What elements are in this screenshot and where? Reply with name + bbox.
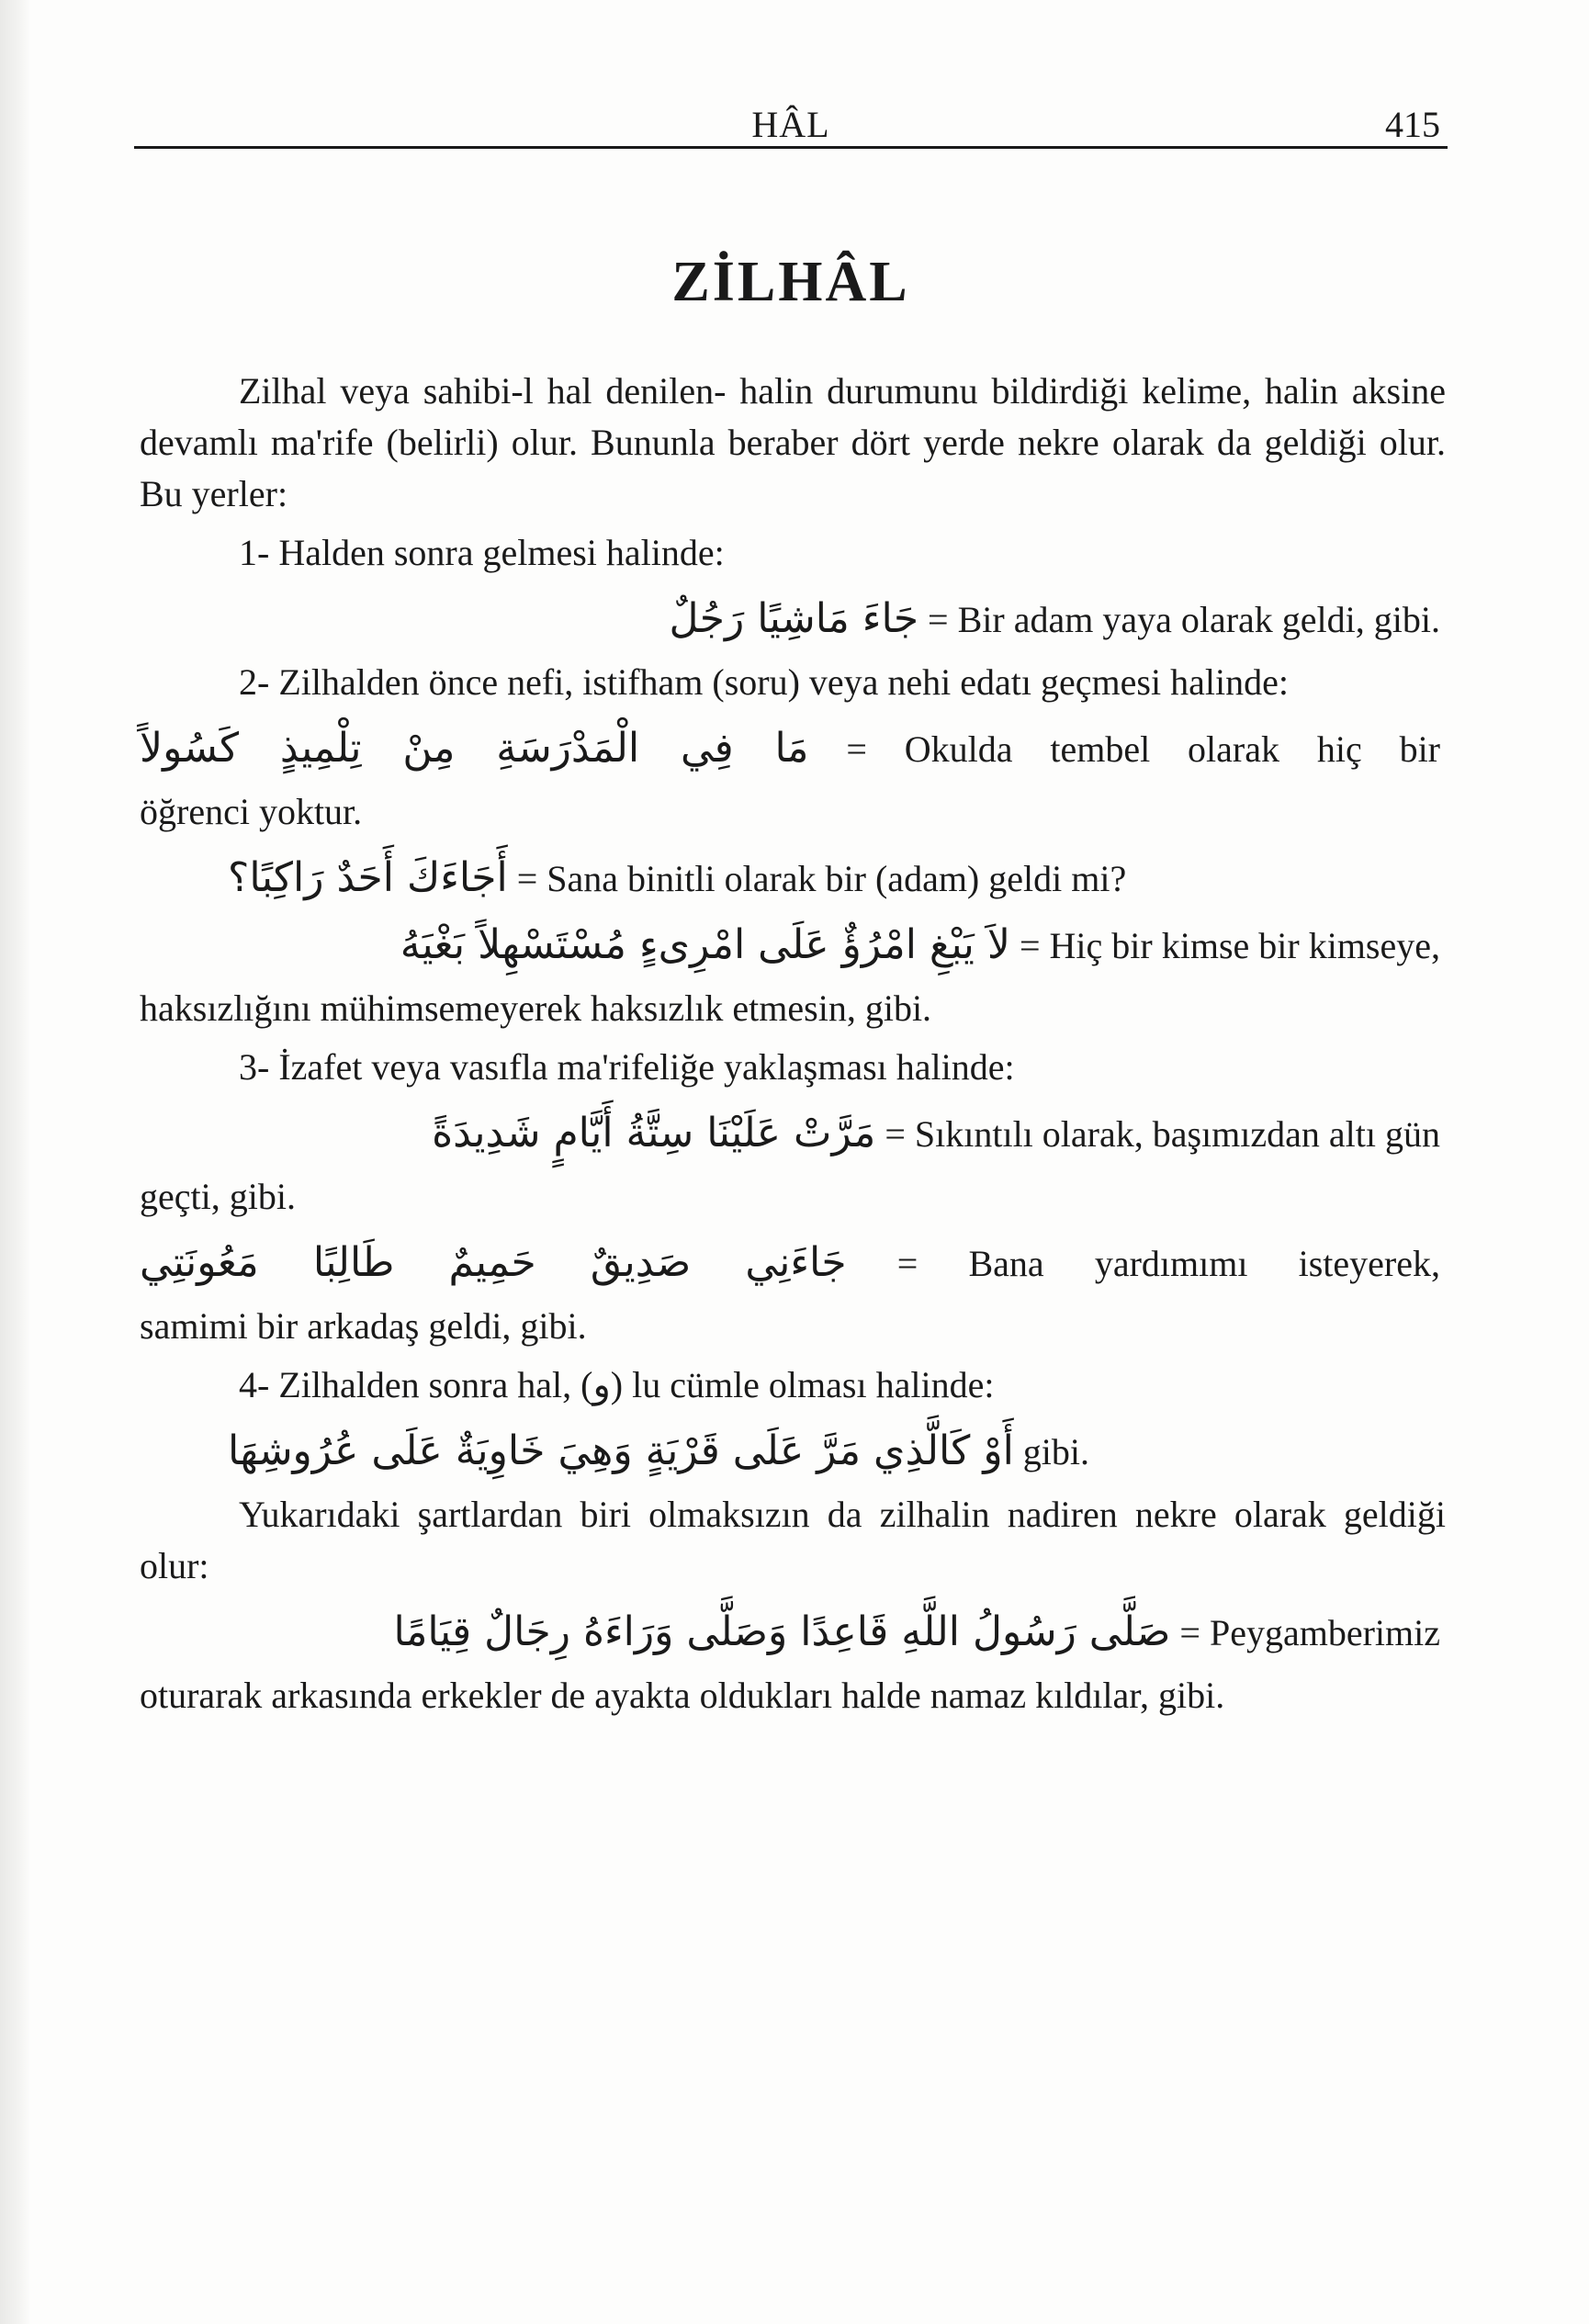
scan-edge xyxy=(0,0,31,2324)
example-8-arabic: صَلَّى رَسُولُ اللَّهِ قَاعِدًا وَصَلَّى وَرَاءَهُ رِجَالٌ قِيَامًا xyxy=(393,1608,1171,1655)
case4-heading: 4- Zilhalden sonra hal, (و) lu cümle olması halinde: xyxy=(239,1364,995,1405)
rare-intro: Yukarıdaki şartlardan biri olmaksızın da zilhalin nadiren nekre olarak geldiği olur: xyxy=(140,1494,1446,1586)
example-7-arabic: أَوْ كَالَّذِي مَرَّ عَلَى قَرْيَةٍ وَهِيَ خَاوِيَةٌ عَلَى عُرُوشِهَا xyxy=(228,1427,1014,1474)
example-2 xyxy=(140,723,1446,775)
header-rule xyxy=(134,146,1448,149)
case3-heading: 3- İzafet veya vasıfla ma'rifeliğe yaklaşması halinde: xyxy=(239,1046,1015,1088)
example-6 xyxy=(140,1237,1446,1290)
header-title: HÂL xyxy=(751,104,830,145)
example-3-translation: = Sana binitli olarak bir (adam) geldi mi? xyxy=(516,858,1127,899)
example-4-arabic: لاَ يَبْغِ امْرُؤٌ عَلَى امْرِىءٍ مُسْتَسْهِلاً بَغْيَهُ xyxy=(400,921,1010,968)
example-2-translation: = Okulda tembel olarak hiç bir xyxy=(846,728,1440,770)
running-header xyxy=(134,103,1448,149)
example-8-continuation: oturarak arkasında erkekler de ayakta oldukları halde namaz kıldılar, gibi. xyxy=(140,1675,1225,1716)
case2-heading: 2- Zilhalden önce nefi, istifham (soru) veya nehi edatı geçmesi halinde: xyxy=(239,661,1289,703)
intro-paragraph: Zilhal veya sahibi-l hal denilen- halin durumunu bildirdiği kelime, halin aksine devamlı ma'rife (belirli) olur. Bununla beraber dört yerde nekre olarak da geldiği olur. Bu yerler: xyxy=(140,370,1446,514)
body-text xyxy=(140,366,1446,1729)
example-2-arabic: مَا فِي الْمَدْرَسَةِ مِنْ تِلْمِيذٍ كَسُولاً xyxy=(140,725,809,772)
example-1 xyxy=(140,593,1446,646)
example-4 xyxy=(140,919,1446,972)
page-number: 415 xyxy=(1385,104,1440,145)
case1-heading: 1- Halden sonra gelmesi halinde: xyxy=(239,532,725,573)
example-7 xyxy=(140,1426,1446,1478)
example-6-continuation: samimi bir arkadaş geldi, gibi. xyxy=(140,1305,587,1347)
example-8-translation: = Peygamberimiz xyxy=(1179,1612,1440,1653)
chapter-title: ZİLHÂL xyxy=(671,251,910,313)
example-1-arabic: جَاءَ مَاشِيًا رَجُلٌ xyxy=(669,595,919,642)
example-3 xyxy=(140,852,1446,905)
example-6-translation: = Bana yardımımı isteyerek, xyxy=(896,1243,1441,1284)
example-7-translation: gibi. xyxy=(1022,1431,1090,1472)
example-3-arabic: أَجَاءَكَ أَحَدٌ رَاكِبًا؟ xyxy=(228,854,508,901)
example-6-arabic: جَاءَنِي صَدِيقٌ حَمِيمٌ طَالِبًا مَعُونَتِي xyxy=(140,1239,847,1286)
example-5-translation: = Sıkıntılı olarak, başımızdan altı gün xyxy=(885,1113,1440,1155)
example-1-translation: = Bir adam yaya olarak geldi, gibi. xyxy=(928,599,1440,640)
example-5-continuation: geçti, gibi. xyxy=(140,1176,296,1217)
example-5-arabic: مَرَّتْ عَلَيْنَا سِتَّةُ أَيَّامٍ شَدِيدَةً xyxy=(432,1110,876,1156)
example-2-continuation: öğrenci yoktur. xyxy=(140,791,363,832)
example-4-continuation: haksızlığını mühimsemeyerek haksızlık etmesin, gibi. xyxy=(140,987,932,1029)
example-8 xyxy=(140,1607,1446,1659)
example-5 xyxy=(140,1108,1446,1160)
example-4-translation: = Hiç bir kimse bir kimseye, xyxy=(1019,925,1440,966)
